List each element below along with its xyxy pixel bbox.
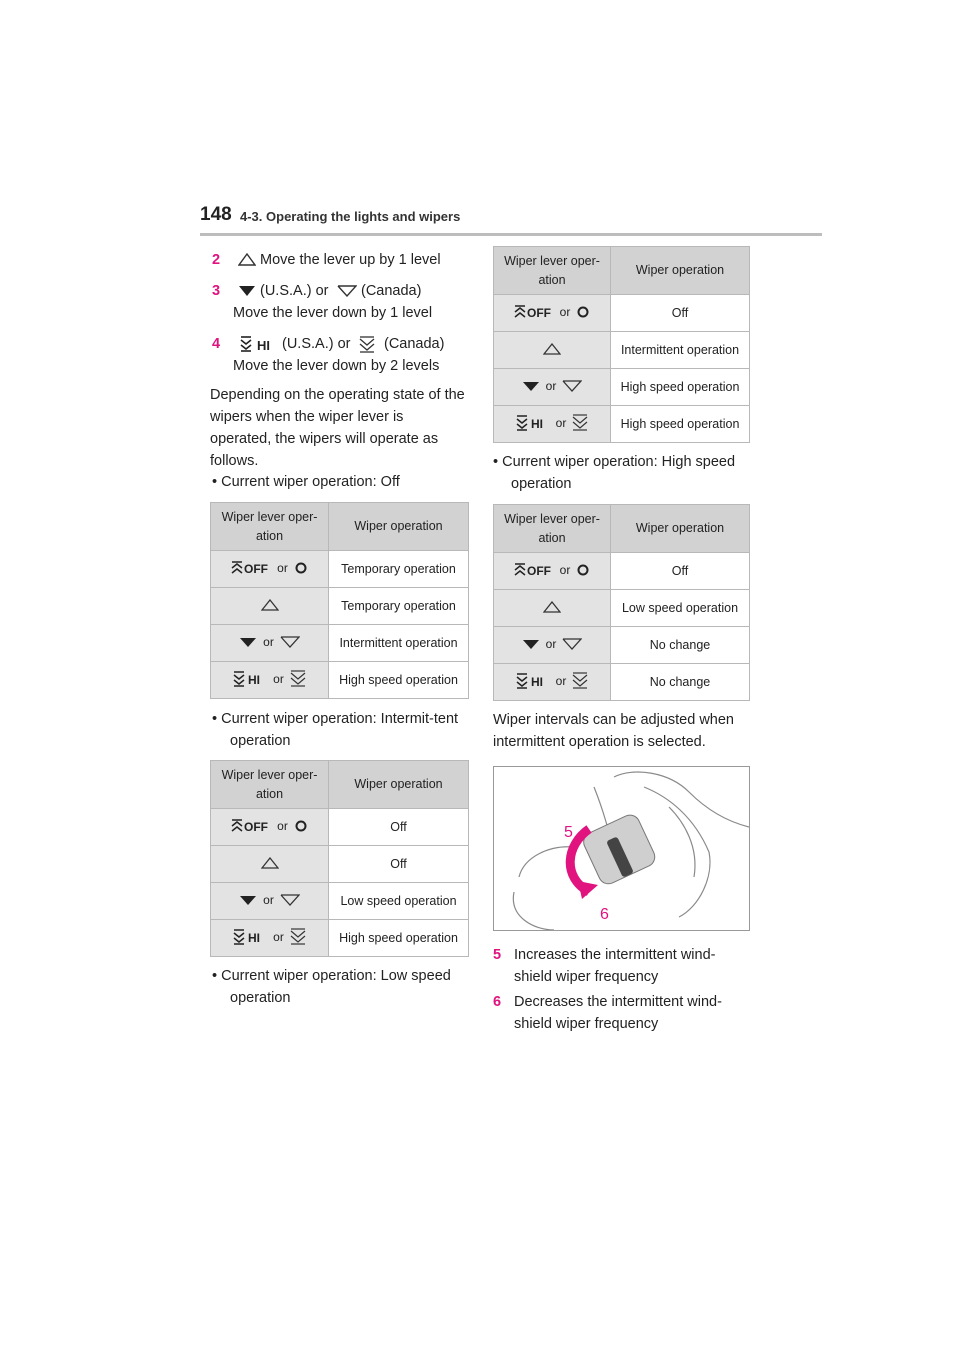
lever-up-cell bbox=[211, 588, 329, 625]
lever-off-cell: OFF or bbox=[494, 553, 611, 590]
svg-text:OFF: OFF bbox=[244, 819, 269, 833]
svg-text:HI: HI bbox=[248, 930, 261, 945]
callout-5: 5 bbox=[564, 824, 573, 841]
lever-down-2-cell: HI or bbox=[494, 406, 611, 443]
step-number: 3 bbox=[212, 283, 221, 299]
step-text-2: Move the lever down by 2 levels bbox=[233, 358, 440, 374]
col-header-lever: Wiper lever oper-ation bbox=[494, 505, 611, 553]
item-number: 6 bbox=[493, 994, 502, 1010]
lever-up-cell bbox=[211, 846, 329, 883]
step-number: 2 bbox=[212, 252, 221, 268]
svg-text:HI: HI bbox=[248, 672, 261, 687]
col-header-operation: Wiper operation bbox=[611, 247, 750, 295]
lever-down-2-cell: HI or bbox=[494, 664, 611, 701]
bullet-current-high: • Current wiper operation: High speed operation bbox=[493, 454, 736, 492]
svg-text:HI: HI bbox=[257, 338, 270, 352]
intro-paragraph: Depending on the operating state of the wipers when the wiper lever is operated, the wipers will operate as follows. bbox=[210, 387, 465, 469]
step-number: 4 bbox=[212, 336, 221, 352]
page-number: 148 bbox=[200, 204, 232, 225]
lever-up-icon bbox=[238, 253, 256, 266]
header-rule bbox=[200, 233, 822, 236]
lever-up-cell bbox=[494, 332, 611, 369]
step-text: Move the lever up by 1 level bbox=[260, 252, 441, 268]
step-text-canada: (Canada) bbox=[361, 283, 422, 299]
lever-down-1-cell: or bbox=[211, 625, 329, 662]
lever-down-2-outline-icon bbox=[359, 336, 375, 353]
item-text: Increases the intermittent wind-shield wiper frequency bbox=[514, 947, 716, 985]
step-text-canada: (Canada) bbox=[384, 336, 445, 352]
step-text-usa: (U.S.A.) or bbox=[260, 283, 329, 299]
step-3 bbox=[212, 280, 472, 324]
callout-6: 6 bbox=[600, 906, 609, 923]
lever-off-cell: OFF or bbox=[211, 809, 329, 846]
lever-off-cell: OFF or bbox=[211, 551, 329, 588]
svg-text:HI: HI bbox=[530, 674, 543, 689]
step-4 bbox=[212, 333, 472, 377]
bullet-current-off: • Current wiper operation: Off bbox=[212, 474, 400, 490]
col-header-lever: Wiper lever oper-ation bbox=[211, 761, 329, 809]
svg-text:HI: HI bbox=[530, 416, 543, 431]
item-number: 5 bbox=[493, 947, 502, 963]
lever-down-1-cell: or bbox=[494, 627, 611, 664]
hi-icon bbox=[239, 336, 277, 352]
wiper-table-low: Wiper lever oper-ation Wiper operation OFF or Off Intermittent operation or High speed operation HI or High speed operation bbox=[493, 246, 750, 443]
wiper-table-intermittent: Wiper lever oper-ation Wiper operation OFF or Off Off or Low speed operation HI or High speed operation bbox=[210, 760, 469, 957]
intervals-paragraph: Wiper intervals can be adjusted when intermittent operation is selected. bbox=[493, 712, 734, 750]
item-6 bbox=[493, 991, 749, 1035]
step-text-usa: (U.S.A.) or bbox=[282, 336, 351, 352]
col-header-operation: Wiper operation bbox=[611, 505, 750, 553]
section-title: 4-3. Operating the lights and wipers bbox=[240, 209, 461, 224]
svg-text:OFF: OFF bbox=[526, 563, 551, 577]
col-header-lever: Wiper lever oper-ation bbox=[494, 247, 611, 295]
item-5 bbox=[493, 944, 749, 988]
lever-down-1-cell: or bbox=[494, 369, 611, 406]
col-header-operation: Wiper operation bbox=[329, 761, 469, 809]
lever-down-2-cell: HI or bbox=[211, 920, 329, 957]
svg-text:OFF: OFF bbox=[526, 305, 551, 319]
lever-off-cell: OFF or bbox=[494, 295, 611, 332]
wiper-table-off: Wiper lever oper-ation Wiper operation OFF or Temporary operation Temporary operation or Intermittent operation HI or High speed operation bbox=[210, 502, 469, 699]
bullet-current-low: • Current wiper operation: Low speed operation bbox=[212, 968, 451, 1006]
step-text-2: Move the lever down by 1 level bbox=[233, 305, 433, 321]
bullet-current-intermittent: • Current wiper operation: Intermit-tent operation bbox=[212, 711, 459, 749]
lever-down-1-cell: or bbox=[211, 883, 329, 920]
item-text: Decreases the intermittent wind-shield wiper frequency bbox=[514, 994, 722, 1032]
step-2 bbox=[212, 249, 472, 271]
col-header-lever: Wiper lever oper-ation bbox=[211, 503, 329, 551]
lever-up-cell bbox=[494, 590, 611, 627]
col-header-operation: Wiper operation bbox=[329, 503, 469, 551]
wiper-dial-illustration bbox=[493, 766, 750, 931]
lever-down-filled-icon bbox=[238, 285, 256, 297]
svg-text:OFF: OFF bbox=[244, 561, 269, 575]
lever-down-2-cell: HI or bbox=[211, 662, 329, 699]
wiper-table-high: Wiper lever oper-ation Wiper operation OFF or Off Low speed operation or No change HI or No change bbox=[493, 504, 750, 701]
lever-down-outline-icon bbox=[337, 285, 357, 297]
